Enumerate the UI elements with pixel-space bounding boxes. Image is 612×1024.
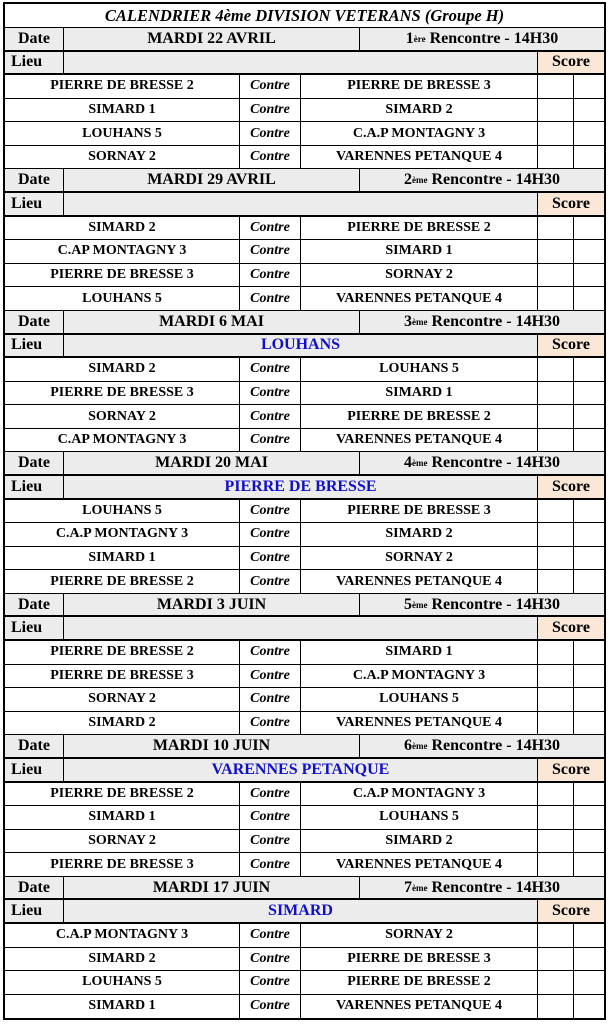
home-score-cell[interactable] [538, 948, 574, 971]
round-label: 7 ème Rencontre - 14H30 [403, 878, 561, 896]
match-row [5, 830, 604, 854]
contre-label: Contre [240, 264, 301, 287]
away-team: VARENNES PETANQUE 4 [301, 570, 538, 593]
home-team: C.AP MONTAGNY 3 [5, 240, 240, 263]
match-row [5, 122, 604, 146]
score-header: Score [538, 759, 604, 781]
contre-label: Contre [240, 547, 301, 570]
away-score-cell[interactable] [574, 382, 604, 405]
contre-label: Contre [240, 830, 301, 853]
home-team: LOUHANS 5 [5, 500, 240, 523]
away-score-cell[interactable] [574, 358, 604, 381]
away-team: PIERRE DE BRESSE 3 [301, 500, 538, 523]
match-row [5, 924, 604, 948]
away-team: VARENNES PETANQUE 4 [301, 995, 538, 1019]
away-score-cell[interactable] [574, 429, 604, 452]
round-venue [64, 52, 538, 74]
away-team: PIERRE DE BRESSE 2 [301, 217, 538, 240]
home-team: PIERRE DE BRESSE 2 [5, 783, 240, 806]
home-score-cell[interactable] [538, 570, 574, 593]
home-score-cell[interactable] [538, 688, 574, 711]
match-row [5, 971, 604, 995]
home-score-cell[interactable] [538, 806, 574, 829]
home-team: SORNAY 2 [5, 146, 240, 169]
home-team: SIMARD 1 [5, 806, 240, 829]
home-team: C.AP MONTAGNY 3 [5, 429, 240, 452]
away-team: VARENNES PETANQUE 4 [301, 287, 538, 310]
away-score-cell[interactable] [574, 971, 604, 994]
round-venue [64, 617, 538, 639]
home-team: C.A.P MONTAGNY 3 [5, 924, 240, 947]
date-label: Date [5, 877, 64, 899]
home-team: PIERRE DE BRESSE 3 [5, 382, 240, 405]
match-row [5, 806, 604, 830]
page-title: CALENDRIER 4ème DIVISION VETERANS (Groupe H) [5, 4, 604, 28]
contre-label: Contre [240, 122, 301, 145]
away-team: LOUHANS 5 [301, 358, 538, 381]
round-number: 1 [405, 29, 414, 47]
away-team: VARENNES PETANQUE 4 [301, 429, 538, 452]
away-team: SORNAY 2 [301, 924, 538, 947]
match-row [5, 712, 604, 736]
home-team: PIERRE DE BRESSE 2 [5, 75, 240, 98]
match-row [5, 99, 604, 123]
away-team: SIMARD 1 [301, 240, 538, 263]
home-team: LOUHANS 5 [5, 122, 240, 145]
away-team: VARENNES PETANQUE 4 [301, 853, 538, 876]
round-venue-row [5, 193, 604, 217]
match-row [5, 948, 604, 972]
home-team: PIERRE DE BRESSE 2 [5, 641, 240, 664]
round-date-row [5, 28, 604, 52]
away-score-cell[interactable] [574, 806, 604, 829]
round-label: 6 ème Rencontre - 14H30 [403, 737, 561, 755]
match-row [5, 405, 604, 429]
contre-label: Contre [240, 570, 301, 593]
date-label: Date [5, 735, 64, 757]
round-date: MARDI 10 JUIN [64, 735, 360, 757]
home-score-cell[interactable] [538, 924, 574, 947]
contre-label: Contre [240, 99, 301, 122]
round-title: Rencontre - 14H30 [427, 454, 561, 472]
away-team: SIMARD 2 [301, 830, 538, 853]
home-team: SIMARD 2 [5, 217, 240, 240]
round-label: 2 ème Rencontre - 14H30 [403, 171, 561, 189]
contre-label: Contre [240, 240, 301, 263]
away-score-cell[interactable] [574, 712, 604, 735]
round-number: 5 [403, 595, 412, 613]
home-score-cell[interactable] [538, 122, 574, 145]
round-date-row [5, 735, 604, 759]
lieu-label: Lieu [5, 335, 64, 357]
contre-label: Contre [240, 995, 301, 1019]
round-title: Rencontre - 14H30 [427, 171, 561, 189]
date-label: Date [5, 169, 64, 191]
date-label: Date [5, 28, 64, 50]
round-date-row [5, 452, 604, 476]
round-number: 6 [403, 737, 412, 755]
round-venue: SIMARD [64, 900, 538, 922]
home-team: PIERRE DE BRESSE 3 [5, 853, 240, 876]
score-header: Score [538, 476, 604, 498]
score-header: Score [538, 617, 604, 639]
home-score-cell[interactable] [538, 99, 574, 122]
match-row [5, 500, 604, 524]
home-score-cell[interactable] [538, 853, 574, 876]
round-date: MARDI 22 AVRIL [64, 28, 360, 50]
contre-label: Contre [240, 405, 301, 428]
home-score-cell[interactable] [538, 500, 574, 523]
home-score-cell[interactable] [538, 830, 574, 853]
away-team: SIMARD 1 [301, 641, 538, 664]
home-team: SIMARD 2 [5, 712, 240, 735]
round-number: 4 [403, 454, 412, 472]
round-date-row [5, 169, 604, 193]
away-score-cell[interactable] [574, 547, 604, 570]
away-score-cell[interactable] [574, 641, 604, 664]
home-score-cell[interactable] [538, 217, 574, 240]
home-score-cell[interactable] [538, 523, 574, 546]
contre-label: Contre [240, 783, 301, 806]
round-date: MARDI 6 MAI [64, 311, 360, 333]
match-row [5, 429, 604, 453]
away-score-cell[interactable] [574, 75, 604, 98]
away-score-cell[interactable] [574, 122, 604, 145]
round-venue [64, 193, 538, 215]
contre-label: Contre [240, 382, 301, 405]
away-team: SORNAY 2 [301, 547, 538, 570]
round-title: Rencontre - 14H30 [427, 737, 561, 755]
round-date: MARDI 3 JUIN [64, 594, 360, 616]
round-date: MARDI 29 AVRIL [64, 169, 360, 191]
lieu-label: Lieu [5, 617, 64, 639]
round-label: 4 ème Rencontre - 14H30 [403, 454, 561, 472]
round-number: 7 [403, 878, 412, 896]
contre-label: Contre [240, 688, 301, 711]
home-score-cell[interactable] [538, 264, 574, 287]
home-team: SIMARD 1 [5, 99, 240, 122]
match-row [5, 783, 604, 807]
lieu-label: Lieu [5, 52, 64, 74]
away-score-cell[interactable] [574, 665, 604, 688]
round-venue-row [5, 900, 604, 924]
away-team: PIERRE DE BRESSE 2 [301, 405, 538, 428]
round-title: Rencontre - 14H30 [425, 29, 559, 47]
round-title: Rencontre - 14H30 [427, 595, 561, 613]
round-venue-row [5, 617, 604, 641]
contre-label: Contre [240, 146, 301, 169]
round-venue: PIERRE DE BRESSE [64, 476, 538, 498]
round-venue-row [5, 52, 604, 76]
score-header: Score [538, 52, 604, 74]
match-row [5, 287, 604, 311]
home-team: PIERRE DE BRESSE 2 [5, 570, 240, 593]
home-team: SORNAY 2 [5, 830, 240, 853]
contre-label: Contre [240, 665, 301, 688]
away-team: SORNAY 2 [301, 264, 538, 287]
home-team: SIMARD 1 [5, 547, 240, 570]
match-row [5, 523, 604, 547]
away-score-cell[interactable] [574, 287, 604, 310]
match-row [5, 570, 604, 594]
away-score-cell[interactable] [574, 99, 604, 122]
home-score-cell[interactable] [538, 641, 574, 664]
home-team: LOUHANS 5 [5, 287, 240, 310]
away-score-cell[interactable] [574, 405, 604, 428]
home-score-cell[interactable] [538, 287, 574, 310]
round-date: MARDI 20 MAI [64, 452, 360, 474]
round-label: 5 ème Rencontre - 14H30 [403, 595, 561, 613]
round-label: 1 ère Rencontre - 14H30 [405, 29, 559, 47]
home-score-cell[interactable] [538, 665, 574, 688]
away-score-cell[interactable] [574, 500, 604, 523]
match-row [5, 358, 604, 382]
date-label: Date [5, 594, 64, 616]
home-score-cell[interactable] [538, 382, 574, 405]
home-team: SORNAY 2 [5, 405, 240, 428]
away-team: VARENNES PETANQUE 4 [301, 712, 538, 735]
date-label: Date [5, 311, 64, 333]
away-team: C.A.P MONTAGNY 3 [301, 122, 538, 145]
contre-label: Contre [240, 641, 301, 664]
away-score-cell[interactable] [574, 264, 604, 287]
contre-label: Contre [240, 523, 301, 546]
home-team: SIMARD 2 [5, 948, 240, 971]
home-team: SIMARD 1 [5, 995, 240, 1019]
away-score-cell[interactable] [574, 688, 604, 711]
lieu-label: Lieu [5, 193, 64, 215]
away-team: LOUHANS 5 [301, 806, 538, 829]
away-score-cell[interactable] [574, 783, 604, 806]
home-score-cell[interactable] [538, 75, 574, 98]
away-score-cell[interactable] [574, 830, 604, 853]
round-date-row [5, 877, 604, 901]
contre-label: Contre [240, 971, 301, 994]
score-header: Score [538, 193, 604, 215]
match-row [5, 146, 604, 170]
home-score-cell[interactable] [538, 358, 574, 381]
home-score-cell[interactable] [538, 429, 574, 452]
home-score-cell[interactable] [538, 712, 574, 735]
away-team: C.A.P MONTAGNY 3 [301, 665, 538, 688]
round-title: Rencontre - 14H30 [427, 878, 561, 896]
contre-label: Contre [240, 948, 301, 971]
home-score-cell[interactable] [538, 240, 574, 263]
away-score-cell[interactable] [574, 240, 604, 263]
date-label: Date [5, 452, 64, 474]
round-date-row [5, 594, 604, 618]
home-team: C.A.P MONTAGNY 3 [5, 523, 240, 546]
score-header: Score [538, 335, 604, 357]
contre-label: Contre [240, 217, 301, 240]
away-team: PIERRE DE BRESSE 3 [301, 948, 538, 971]
away-score-cell[interactable] [574, 146, 604, 169]
round-label: 3 ème Rencontre - 14H30 [403, 312, 561, 330]
contre-label: Contre [240, 429, 301, 452]
contre-label: Contre [240, 924, 301, 947]
contre-label: Contre [240, 75, 301, 98]
round-venue: LOUHANS [64, 335, 538, 357]
contre-label: Contre [240, 287, 301, 310]
round-venue: VARENNES PETANQUE [64, 759, 538, 781]
home-score-cell[interactable] [538, 146, 574, 169]
match-row [5, 75, 604, 99]
lieu-label: Lieu [5, 759, 64, 781]
round-date-row [5, 311, 604, 335]
home-score-cell[interactable] [538, 971, 574, 994]
away-score-cell[interactable] [574, 217, 604, 240]
away-team: LOUHANS 5 [301, 688, 538, 711]
away-team: PIERRE DE BRESSE 3 [301, 75, 538, 98]
round-venue-row [5, 759, 604, 783]
round-number: 2 [403, 171, 412, 189]
match-row [5, 547, 604, 571]
lieu-label: Lieu [5, 900, 64, 922]
contre-label: Contre [240, 806, 301, 829]
lieu-label: Lieu [5, 476, 64, 498]
away-score-cell[interactable] [574, 853, 604, 876]
round-venue-row [5, 476, 604, 500]
away-score-cell[interactable] [574, 924, 604, 947]
round-number: 3 [403, 312, 412, 330]
round-venue-row [5, 335, 604, 359]
away-score-cell[interactable] [574, 995, 604, 1019]
away-team: SIMARD 1 [301, 382, 538, 405]
contre-label: Contre [240, 712, 301, 735]
match-row [5, 995, 604, 1019]
round-date: MARDI 17 JUIN [64, 877, 360, 899]
home-score-cell[interactable] [538, 995, 574, 1019]
match-row [5, 665, 604, 689]
match-row [5, 217, 604, 241]
contre-label: Contre [240, 358, 301, 381]
match-row [5, 688, 604, 712]
contre-label: Contre [240, 500, 301, 523]
contre-label: Contre [240, 853, 301, 876]
home-score-cell[interactable] [538, 783, 574, 806]
match-row [5, 641, 604, 665]
match-row [5, 264, 604, 288]
home-team: LOUHANS 5 [5, 971, 240, 994]
home-team: PIERRE DE BRESSE 3 [5, 264, 240, 287]
match-row [5, 853, 604, 877]
home-team: SIMARD 2 [5, 358, 240, 381]
home-score-cell[interactable] [538, 547, 574, 570]
away-team: SIMARD 2 [301, 99, 538, 122]
away-score-cell[interactable] [574, 523, 604, 546]
home-team: SORNAY 2 [5, 688, 240, 711]
home-score-cell[interactable] [538, 405, 574, 428]
score-header: Score [538, 900, 604, 922]
away-team: VARENNES PETANQUE 4 [301, 146, 538, 169]
match-row [5, 240, 604, 264]
match-row [5, 382, 604, 406]
away-team: C.A.P MONTAGNY 3 [301, 783, 538, 806]
away-team: SIMARD 2 [301, 523, 538, 546]
away-team: PIERRE DE BRESSE 2 [301, 971, 538, 994]
away-score-cell[interactable] [574, 570, 604, 593]
away-score-cell[interactable] [574, 948, 604, 971]
round-title: Rencontre - 14H30 [427, 312, 561, 330]
home-team: PIERRE DE BRESSE 3 [5, 665, 240, 688]
schedule-document [3, 2, 606, 1020]
